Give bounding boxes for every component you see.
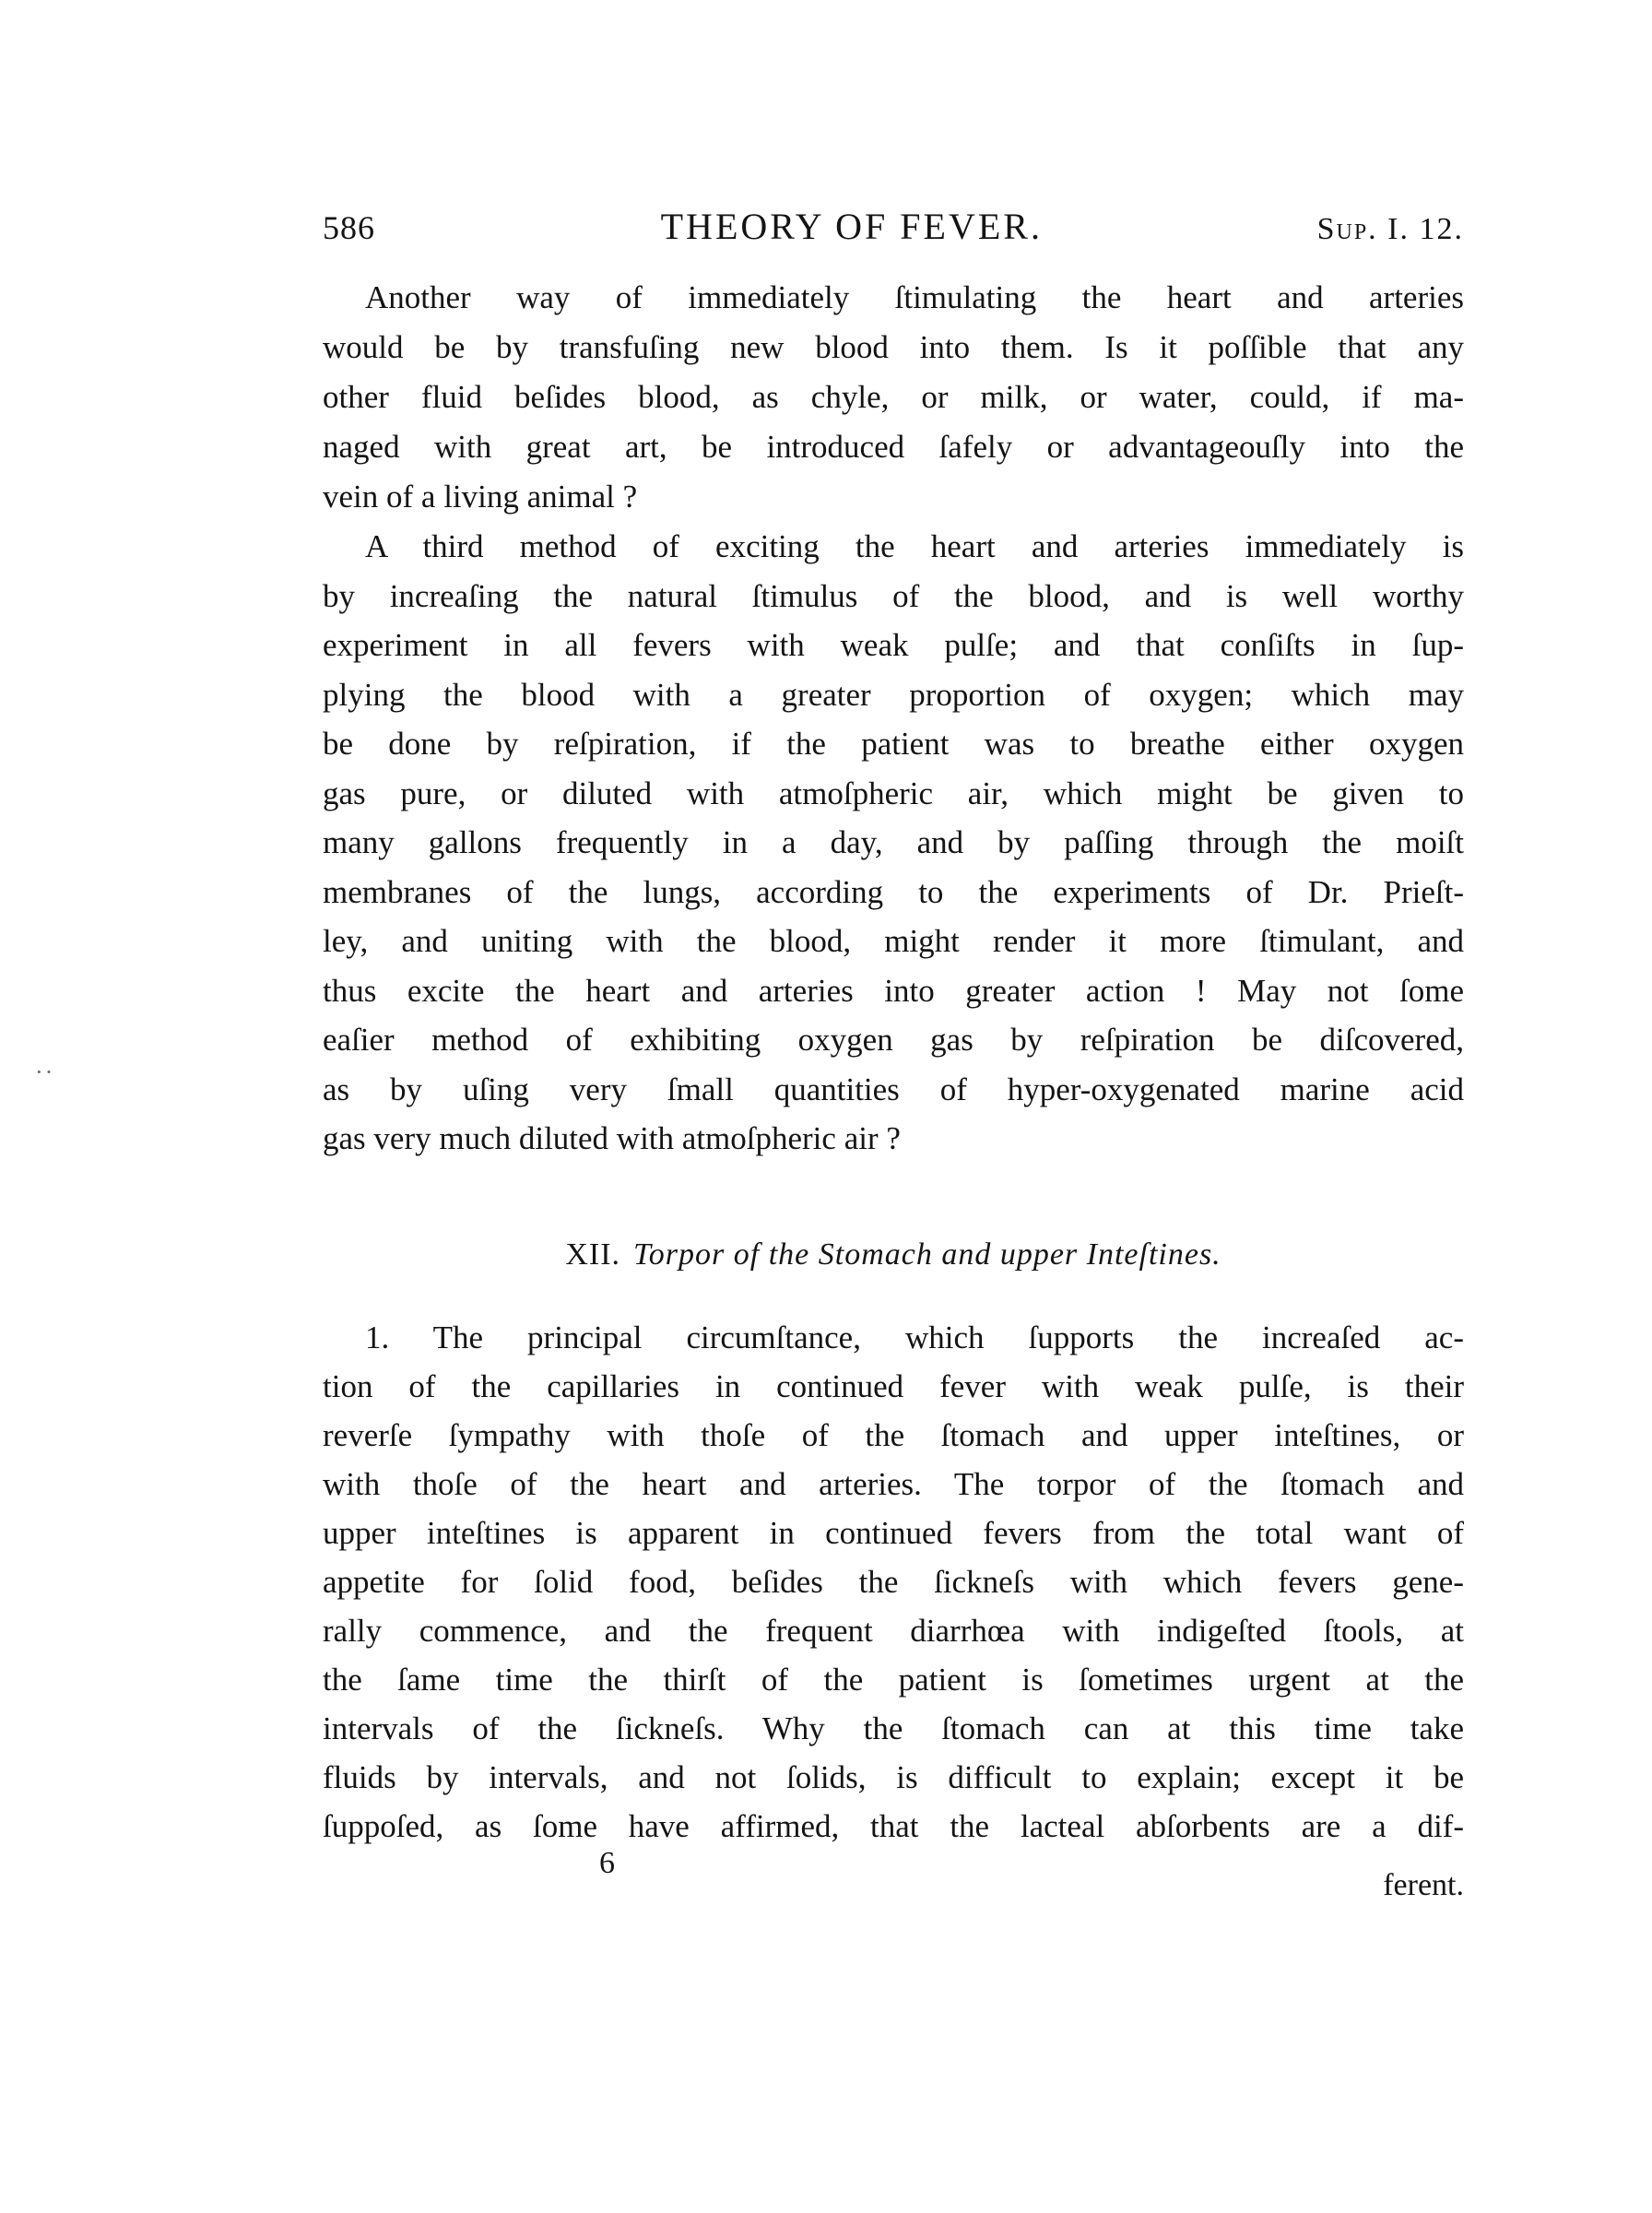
- text-line: would be by transfuſing new blood into them. Is it poſſible that any: [323, 329, 1464, 365]
- section-heading: [323, 1237, 1464, 1272]
- page-header: [323, 205, 1464, 248]
- text-line: ſuppoſed, as ſome have affirmed, that the lacteal abſorbents are a dif-: [323, 1808, 1464, 1844]
- text-line: other fluid beſides blood, as chyle, or milk, or water, could, if ma-: [323, 379, 1464, 415]
- signature-mark: 6: [599, 1846, 615, 1880]
- section-number: XII.: [565, 1237, 621, 1272]
- text-line: as by uſing very ſmall quantities of hyper-oxygenated marine acid: [323, 1071, 1464, 1107]
- text-line: experiment in all fevers with weak pulſe; and that conſiſts in ſup-: [323, 627, 1464, 663]
- margin-speck: ··: [35, 1059, 55, 1085]
- text-line: membranes of the lungs, according to the experiments of Dr. Prieſt-: [323, 873, 1464, 910]
- page-number: 586: [323, 209, 375, 246]
- section-ref: Sup. I. 12.: [1316, 212, 1464, 246]
- paragraph-2: [323, 522, 1464, 1164]
- text-line: vein of a living animal ?: [323, 479, 638, 515]
- section-title: Torpor of the Stomach and upper Inteſtines.: [633, 1237, 1221, 1272]
- text-line: naged with great art, be introduced ſafely or advantageouſly into the: [323, 429, 1464, 465]
- paragraph-3: [323, 1313, 1464, 1851]
- text-line: tion of the capillaries in continued fever with weak pulſe, is their: [323, 1368, 1464, 1404]
- text-line: eaſier method of exhibiting oxygen gas by reſpiration be diſcovered,: [323, 1022, 1464, 1058]
- text-line: thus excite the heart and arteries into greater action ! May not ſome: [323, 972, 1464, 1009]
- text-line: fluids by intervals, and not ſolids, is difficult to explain; except it be: [323, 1759, 1464, 1795]
- text-line: upper inteſtines is apparent in continued fevers from the total want of: [323, 1515, 1464, 1551]
- text-line: gas very much diluted with atmoſpheric air ?: [323, 1120, 901, 1156]
- text-line: by increaſing the natural ſtimulus of the blood, and is well worthy: [323, 577, 1464, 614]
- text-line: be done by reſpiration, if the patient was to breathe either oxygen: [323, 726, 1464, 762]
- text-line: 1. The principal circumſtance, which ſupports the increaſed ac-: [365, 1320, 1464, 1355]
- text-line: reverſe ſympathy with thoſe of the ſtomach and upper inteſtines, or: [323, 1417, 1464, 1453]
- text-line: gas pure, or diluted with atmoſpheric air, which might be given to: [323, 775, 1464, 811]
- text-line: with thoſe of the heart and arteries. The torpor of the ſtomach and: [323, 1466, 1464, 1502]
- text-line: appetite for ſolid food, beſides the ſickneſs with which fevers gene-: [323, 1564, 1464, 1600]
- running-title: THEORY OF FEVER.: [660, 206, 1043, 247]
- text-line: rally commence, and the frequent diarrhœa with indigeſted ſtools, at: [323, 1613, 1464, 1649]
- text-line: the ſame time the thirſt of the patient is ſometimes urgent at the: [323, 1662, 1464, 1698]
- text-line: plying the blood with a greater proportion of oxygen; which may: [323, 676, 1464, 713]
- text-line: many gallons frequently in a day, and by paſſing through the moiſt: [323, 824, 1464, 860]
- paragraph-1: [323, 273, 1464, 522]
- text-line: Another way of immediately ſtimulating the heart and arteries: [365, 279, 1464, 315]
- catchword: ferent.: [1383, 1868, 1464, 1902]
- text-line: ley, and uniting with the blood, might render it more ſtimulant, and: [323, 923, 1464, 959]
- text-line: A third method of exciting the heart and arteries immediately is: [365, 528, 1464, 564]
- text-line: intervals of the ſickneſs. Why the ſtomach can at this time take: [323, 1710, 1464, 1746]
